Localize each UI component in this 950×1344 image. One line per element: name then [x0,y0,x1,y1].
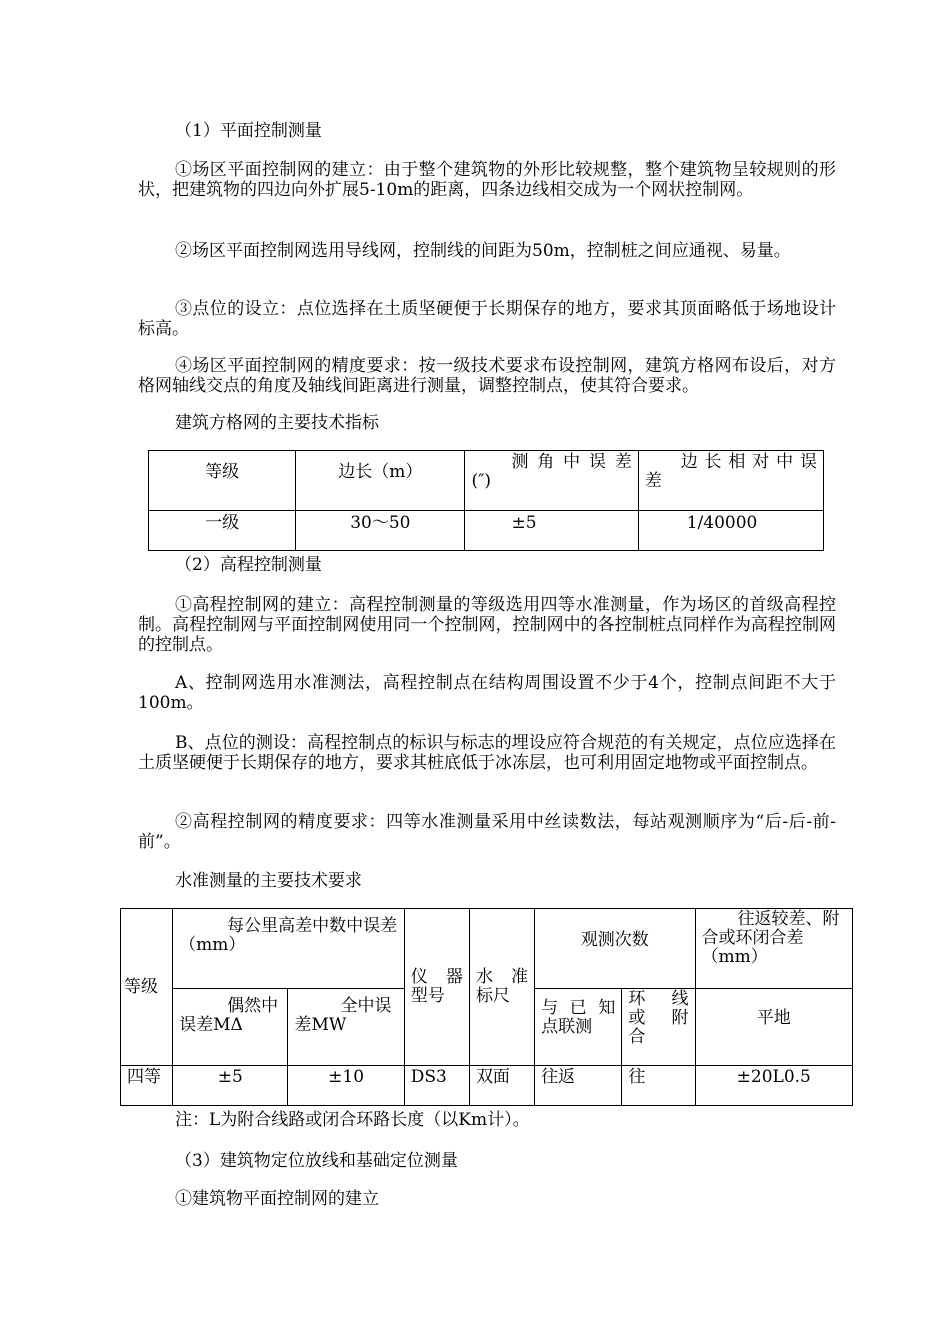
table-cell: 1/40000 [638,511,823,551]
table-cell: 30～50 [296,511,465,551]
header-text: 合 [628,1027,646,1047]
table-cell: 四等 [121,1066,173,1106]
header-cell [404,909,469,1066]
header-cell [465,451,638,511]
table-cell: ±10 [288,1066,404,1106]
table-cell: ±5 [173,1066,288,1106]
table-cell: 双面 [469,1066,534,1106]
header-cell: 观测次数 [535,909,695,989]
header-cell: 等级 [149,451,296,511]
header-text: 每公里高差中数中误差（mm） [179,916,398,955]
header-cell: 平地 [695,989,852,1066]
paragraph-5: ①高程控制网的建立：高程控制测量的等级选用四等水准测量，作为场区的首级高程控制。高程控制网与平面控制网使用同一个控制网，控制网中的各控制桩点同样作为高程控制网的控制点。 [138,595,836,655]
header-cell [173,909,405,989]
table-cell: 一级 [149,511,296,551]
header-text: 测角中误差 [511,452,632,472]
paragraph-6: A、控制网选用水准测法，高程控制点在结构周围设置不少于4个，控制点间距不大于100m。 [138,673,836,713]
paragraph-1: ①场区平面控制网的建立：由于整个建筑物的外形比较规整，整个建筑物呈较规则的形状，把建筑物的四边向外扩展5-10m的距离，四条边线相交成为一个网状控制网。 [138,160,836,200]
header-text: 点联测 [541,1017,593,1037]
table-2-note: 注：L为附合线路或闭合环路长度（以Km计）。 [175,1110,530,1130]
header-text: 与已知 [541,998,616,1018]
table-cell: 往返 [535,1066,622,1106]
header-cell: 等级 [121,909,173,1066]
header-text: 边长相对中误 [680,452,817,472]
paragraph-9: ①建筑物平面控制网的建立 [175,1189,379,1209]
section-2-heading: （2）高程控制测量 [175,555,322,575]
table-cell: ±5 [465,511,638,551]
paragraph-4: ④场区平面控制网的精度要求：按一级技术要求布设控制网，建筑方格网布设后，对方格网轴线交点的角度及轴线间距离进行测量，调整控制点，使其符合要求。 [138,356,836,396]
header-text: 全中误差MW [294,996,392,1035]
paragraph-7: B、点位的测设：高程控制点的标识与标志的埋设应符合规范的有关规定，点位应选择在土质坚硬便于长期保存的地方，要求其桩底低于冰冻层，也可利用固定地物或平面控制点。 [138,733,836,773]
header-cell [695,909,852,989]
header-cell [173,989,288,1066]
table-cell: ±20L0.5 [695,1066,852,1106]
table-header-row [121,909,853,989]
header-cell [622,989,695,1066]
header-cell [535,989,622,1066]
paragraph-2: ②场区平面控制网选用导线网，控制线的间距为50m，控制桩之间应通视、易量。 [175,241,791,261]
paragraph-8: ②高程控制网的精度要求：四等水准测量采用中丝读数法，每站观测顺序为“后-后-前-前”。 [138,812,836,852]
section-3-heading: （3）建筑物定位放线和基础定位测量 [175,1151,458,1171]
header-text: 偶然中误差MΔ [179,996,279,1035]
table-cell: 往 [622,1066,695,1106]
header-text: (″) [471,471,492,491]
header-text: 环线 [628,989,689,1009]
header-cell [469,909,534,1066]
header-cell [638,451,823,511]
header-text: 或附 [628,1008,689,1028]
header-text: 标尺 [475,986,510,1006]
header-text: 型号 [410,986,445,1006]
table-header-row [149,451,824,511]
header-text: 水准 [475,967,529,987]
table-row [121,1066,853,1106]
header-cell [288,989,404,1066]
table-cell: DS3 [404,1066,469,1106]
paragraph-3: ③点位的设立：点位选择在土质坚硬便于长期保存的地方，要求其顶面略低于场地设计标高。 [138,299,836,339]
section-1-heading: （1）平面控制测量 [175,121,322,141]
table-1-caption: 建筑方格网的主要技术指标 [175,413,379,433]
header-text: 仪器 [410,967,463,987]
table-row [149,511,824,551]
leveling-spec-table [120,908,853,1106]
header-text: 差 [644,471,662,491]
grid-spec-table [148,450,824,551]
header-text: 往返较差、附合或环闭合差（mm） [701,909,840,967]
header-cell: 边长（m） [296,451,465,511]
table-2-caption: 水准测量的主要技术要求 [175,871,362,891]
